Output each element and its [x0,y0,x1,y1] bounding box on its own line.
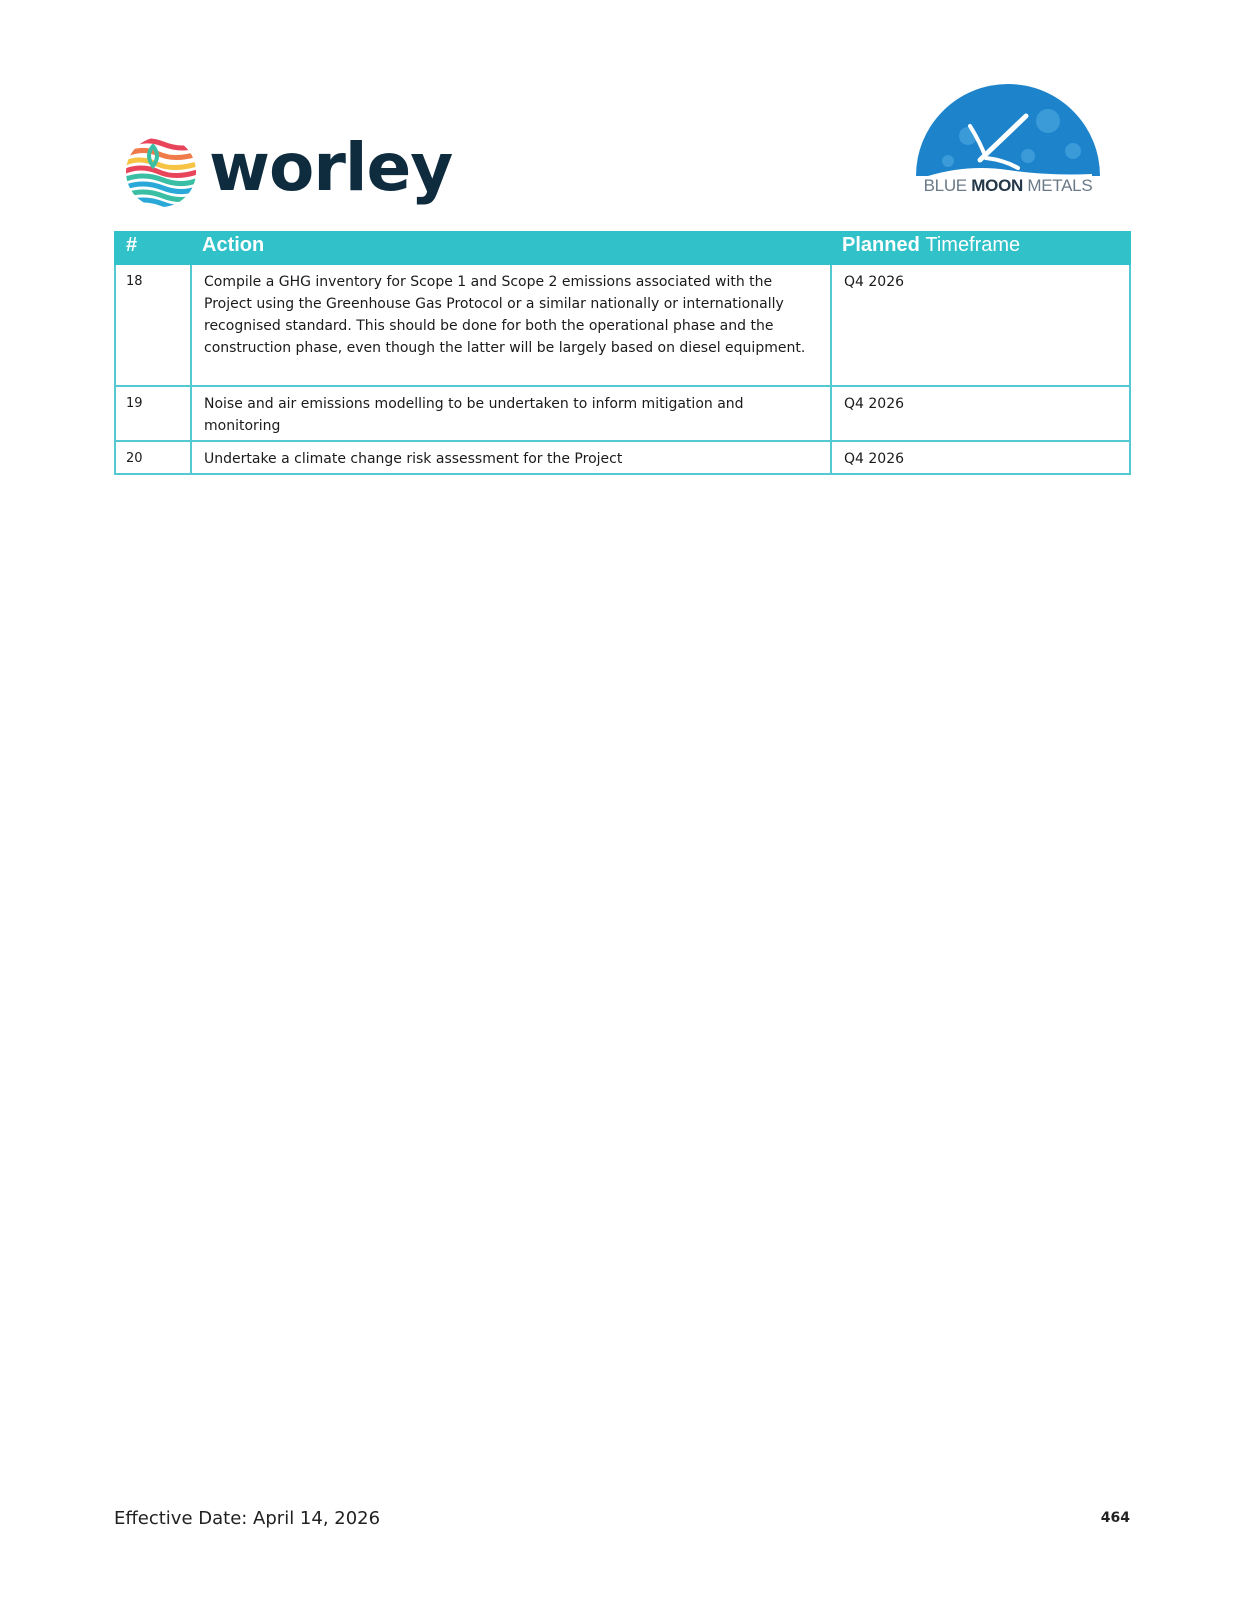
row-timeframe: Q4 2026 [831,441,1130,474]
blue-moon-metals-logo [908,76,1108,202]
row-timeframe: Q4 2026 [831,264,1130,386]
table-header-row [115,232,1130,264]
row-action: Undertake a climate change risk assessment for the Project [191,441,831,474]
blue-moon-metals-wordmark [908,176,1108,196]
row-number: 18 [115,264,191,386]
row-number: 19 [115,386,191,441]
row-action: Compile a GHG inventory for Scope 1 and Scope 2 emissions associated with the Project using the Greenhouse Gas Protocol or a similar nationally or internationally recognised standard. This should be done for both the operational phase and the construction phase, even though the latter will be largely based on diesel equipment. [191,264,831,386]
page-number: 464 [1100,1510,1130,1526]
row-timeframe: Q4 2026 [831,386,1130,441]
worley-globe-icon [123,136,203,216]
effective-date: Effective Date: April 14, 2026 [114,1508,381,1529]
wordmark-metals: METALS [1027,176,1093,195]
column-header-number: # [115,232,191,264]
row-number: 20 [115,441,191,474]
table-row [115,386,1130,441]
actions-table [114,231,1131,475]
row-action: Noise and air emissions modelling to be undertaken to inform mitigation and monitoring [191,386,831,441]
table-row [115,441,1130,474]
blue-moon-pickaxe-icon [908,76,1108,186]
worley-logo [123,129,453,216]
column-header-action: Action [191,232,831,264]
timeframe-header-light: Timeframe [925,234,1021,256]
worley-wordmark: worley [209,129,453,206]
wordmark-moon: MOON [971,176,1023,195]
timeframe-header-bold: Planned [842,234,920,256]
column-header-timeframe [831,232,1130,264]
table-row [115,264,1130,386]
wordmark-blue: BLUE [923,176,967,195]
